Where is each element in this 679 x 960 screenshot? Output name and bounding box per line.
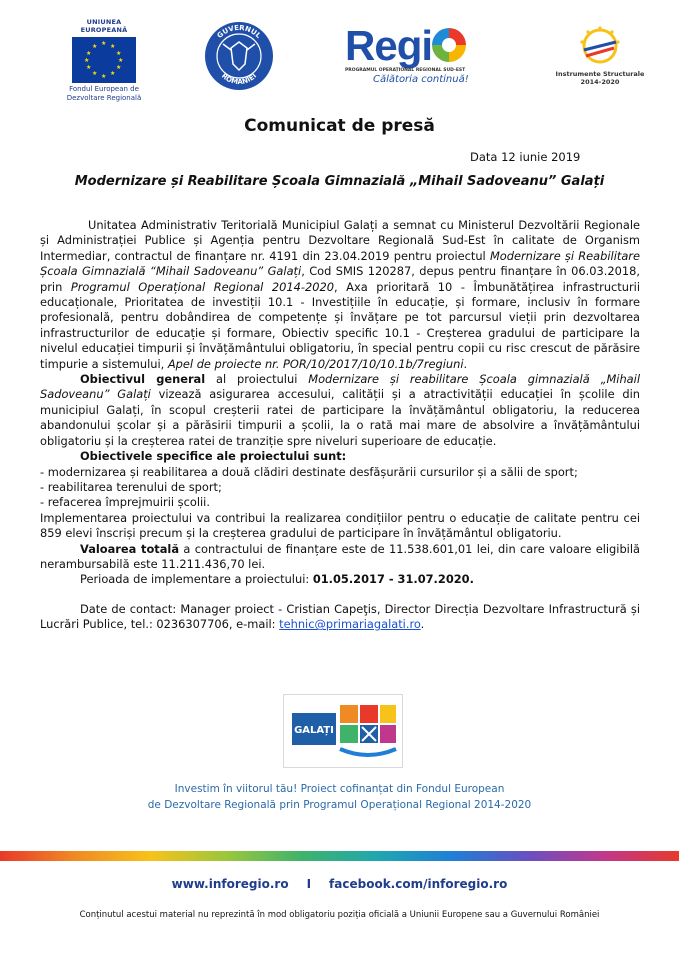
galati-emblem-icon bbox=[284, 695, 402, 767]
is-line2: 2014-2020 bbox=[580, 78, 620, 86]
intro-project-name: Modernizare și Reabilitare Școala Gimnazială “Mihail Sadoveanu” Galați bbox=[40, 248, 641, 279]
is-line1: Instrumente Structurale bbox=[555, 70, 645, 78]
paragraph-contact bbox=[40, 602, 640, 633]
intro-text-e: , Axa prioritară 10 - Îmbunătățirea infrastructurii educaționale, Prioritatea de investiții 10.1 - Investițiile în educație, și formare, inclusiv în formare profesională, pentru dobândirea de competențe și învățare pe tot parcursul vieții prin dezvoltarea infrastructurilor de educație și formare, Obiectiv specific 10.1 - Creșterea gradului de participare la nivelul educației timpurii și învățământului obligatoriu, în special pentru copii cu risc crescut de părăsire timpurie a sistemului, bbox=[40, 279, 641, 371]
invest-line2: de Dezvoltare Regională prin Programul Operațional Regional 2014-2020 bbox=[147, 799, 532, 811]
gov-line2: ROMÂNIEI bbox=[219, 71, 259, 87]
web-links bbox=[0, 877, 679, 891]
contact-text: Date de contact: Manager proiect - Cristian Capeţis, Director Direcția Dezvoltare Infrastructură și Lucrări Publice, tel.: 0236307706, e-mail: bbox=[40, 601, 640, 632]
eu-fund-line2: Dezvoltare Regională bbox=[66, 93, 142, 102]
paragraph-implementation: Implementarea proiectului va contribui la realizarea condițiilor pentru o educație de calitate pentru cei 859 elevi înscriși precum și la creșterea gradului de participare în învățământul obligatoriu. bbox=[40, 510, 640, 541]
government-seal-icon bbox=[203, 20, 275, 92]
regio-word-1: Reg bbox=[345, 22, 422, 69]
general-objective-label: Obiectivul general bbox=[80, 372, 206, 387]
general-objective-text-b: al proiectului bbox=[205, 372, 309, 387]
intro-text-g: . bbox=[463, 356, 468, 371]
page-title: Comunicat de presă bbox=[244, 116, 435, 136]
galati-logo bbox=[283, 694, 403, 768]
total-value-label: Valoarea totală bbox=[80, 541, 180, 556]
paragraph-general-objective bbox=[40, 372, 640, 449]
eu-flag-icon: ★ ★ ★ ★ ★ ★ ★ ★ ★ ★ ★ ★ bbox=[72, 37, 136, 83]
instrumente-structurale-logo bbox=[555, 22, 645, 86]
regio-slogan: Călătoria continuă! bbox=[373, 74, 469, 85]
contact-text-end: . bbox=[420, 617, 425, 632]
general-objective-project: Modernizare și reabilitare Școala gimnazială „Mihail Sadoveanu” Galați bbox=[40, 372, 640, 402]
invest-line1: Investim în viitorul tău! Proiect cofinanțat din Fondul European bbox=[174, 783, 505, 795]
paragraph-total-value bbox=[40, 542, 640, 573]
regio-word-2: i bbox=[421, 22, 433, 69]
galati-label: GALAȚI bbox=[294, 725, 334, 736]
instrumente-structurale-icon bbox=[570, 22, 630, 66]
contact-email-link[interactable]: tehnic@primariagalati.ro bbox=[279, 617, 421, 632]
gov-line1: GUVERNUL bbox=[215, 23, 263, 40]
intro-programme-name: Programul Operațional Regional 2014-2020 bbox=[70, 279, 334, 294]
regio-subtitle: PROGRAMUL OPERAȚIONAL REGIONAL SUD-EST bbox=[345, 68, 466, 73]
total-value-text: a contractului de finanțare este de 11.538.601,01 lei, din care valoare eligibilă nerambursabilă este 11.211.436,70 lei. bbox=[40, 541, 640, 571]
press-release-body bbox=[40, 218, 640, 633]
eu-caption: UNIUNEA EUROPEANĂ bbox=[80, 18, 128, 34]
paragraph-period bbox=[40, 572, 640, 587]
intro-text-c: , Cod SMIS 120287, depus pentru finanțare în 06.03.2018, prin bbox=[40, 264, 640, 294]
period-value: 01.05.2017 - 31.07.2020. bbox=[312, 572, 474, 587]
specific-objectives-heading bbox=[40, 449, 640, 464]
eu-logo bbox=[66, 18, 142, 102]
eu-fund-line1: Fondul European de bbox=[69, 85, 139, 93]
facebook-link[interactable]: facebook.com/inforegio.ro bbox=[329, 877, 508, 891]
link-separator: I bbox=[306, 877, 312, 891]
intro-call-name: Apel de proiecte nr. POR/10/2017/10/10.1b/7regiuni bbox=[167, 356, 464, 371]
website-link[interactable]: www.inforegio.ro bbox=[171, 877, 289, 891]
list-item: - refacerea împrejmuirii școlii. bbox=[40, 495, 210, 510]
regio-logo bbox=[345, 22, 495, 85]
general-objective-text-d: vizează asigurarea accesului, calității și a atractivității educației în școlile din municipiul Galați, în scopul creșterii ratei de participare la învățământul obligatoriu, la reducerea abandonului școlar și a părăsirii timpurii a școlii, la o rată mai mare de absolvire a învățământului obligatoriu și la creșterea ratei de tranziție spre niveluri superioare de educație. bbox=[40, 387, 641, 448]
regio-o-icon bbox=[432, 28, 466, 62]
rainbow-divider bbox=[0, 851, 679, 861]
project-subtitle: Modernizare și Reabilitare Școala Gimnazială „Mihail Sadoveanu” Galați bbox=[74, 174, 605, 189]
period-label: Perioada de implementare a proiectului: bbox=[80, 572, 313, 587]
specific-objectives-label: Obiectivele specifice ale proiectului sunt: bbox=[80, 449, 347, 464]
investment-statement bbox=[0, 781, 679, 813]
press-date: Data 12 iunie 2019 bbox=[470, 150, 581, 164]
intro-text-a: Unitatea Administrativ Teritorială Municipiul Galați a semnat cu Ministerul Dezvoltării Regionale și Administrației Publice și Agenția pentru Dezvoltare Regională Sud-Est în calitate de Organism Intermediar, contractul de finanțare nr. 4191 din 23.04.2019 pentru proiectul bbox=[40, 218, 640, 263]
disclaimer: Conținutul acestui material nu reprezintă în mod obligatoriu poziția oficială a Uniunii Europene sau a Guvernului României bbox=[79, 910, 600, 920]
paragraph-intro bbox=[40, 218, 640, 372]
list-item: - reabilitarea terenului de sport; bbox=[40, 479, 222, 494]
list-item: - modernizarea și reabilitarea a două clădiri destinate desfășurării cursurilor și a sălii de sport; bbox=[40, 464, 578, 479]
